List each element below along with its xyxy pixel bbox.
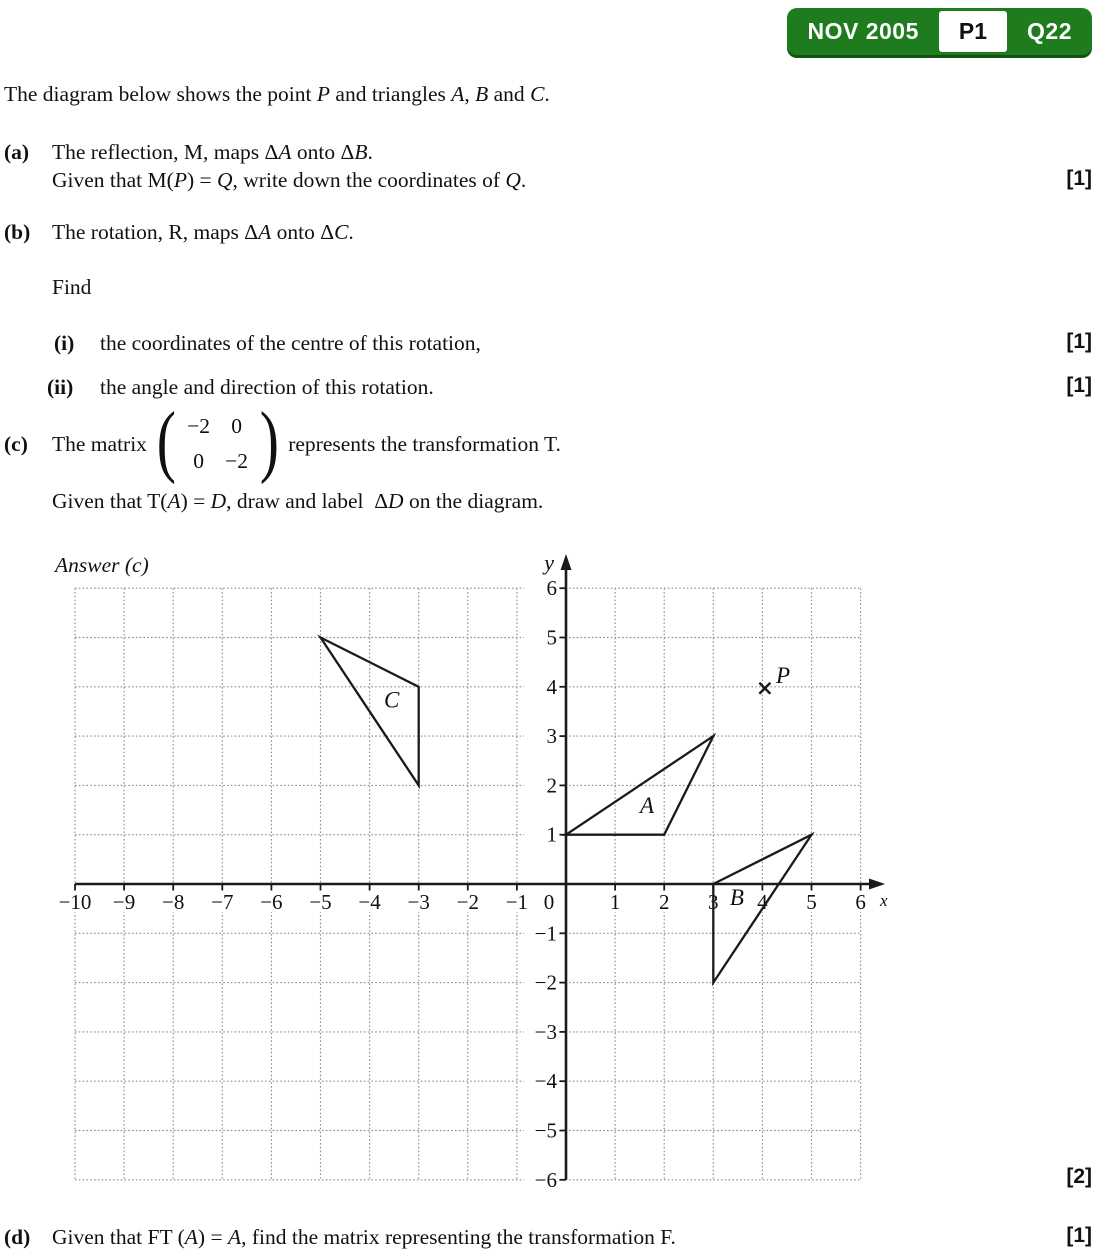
part-bii-mark: [1] bbox=[1066, 374, 1092, 397]
x-tick-label: 5 bbox=[806, 890, 817, 914]
x-tick-label: 2 bbox=[658, 890, 670, 914]
y-tick-label: −4 bbox=[534, 1069, 557, 1094]
transformation-matrix bbox=[153, 397, 282, 485]
exam-badge bbox=[787, 8, 1092, 55]
part-bi-label: (i) bbox=[54, 331, 75, 355]
y-tick-label: 1 bbox=[546, 822, 557, 847]
diagram-mark: [2] bbox=[1066, 1165, 1092, 1188]
triangle-A-label: A bbox=[639, 793, 655, 819]
x-tick-label: −4 bbox=[358, 890, 381, 914]
part-c-line2: Given that T(A) = D, draw and label ΔD on the diagram. bbox=[52, 489, 544, 513]
part-a-mark: [1] bbox=[1066, 167, 1092, 190]
y-tick-label: −5 bbox=[534, 1118, 557, 1143]
matrix-cell-11: −2 bbox=[225, 449, 249, 473]
y-axis-arrow bbox=[561, 554, 572, 570]
x-tick-label: 3 bbox=[708, 890, 719, 914]
y-tick-label: −6 bbox=[534, 1167, 557, 1192]
matrix-paren-right: ) bbox=[259, 397, 279, 485]
x-tick-label: −10 bbox=[58, 890, 92, 914]
x-tick-label: −2 bbox=[456, 890, 479, 914]
part-a-line1: The reflection, M, maps ΔA onto ΔB. bbox=[52, 140, 373, 164]
part-bi-mark: [1] bbox=[1066, 330, 1092, 353]
part-c-row bbox=[4, 397, 561, 485]
part-a-line2: Given that M(P) = Q, write down the coordinates of Q. bbox=[52, 168, 527, 192]
part-c-post-text: represents the transformation T. bbox=[288, 431, 561, 456]
x-tick-label: −6 bbox=[260, 890, 283, 914]
point-P-label: P bbox=[775, 662, 791, 688]
badge-question: Q22 bbox=[1027, 18, 1072, 44]
x-tick-label: 4 bbox=[757, 890, 768, 914]
find-text: Find bbox=[52, 275, 92, 299]
badge-session: NOV 2005 bbox=[807, 18, 919, 44]
part-bii-text: the angle and direction of this rotation. bbox=[100, 375, 434, 399]
part-bii-label: (ii) bbox=[47, 375, 74, 399]
matrix-cells bbox=[180, 409, 256, 479]
y-tick-label: 2 bbox=[546, 773, 557, 798]
y-axis-name: y bbox=[544, 550, 554, 575]
x-tick-label: −7 bbox=[211, 890, 234, 914]
matrix-cell-00: −2 bbox=[187, 414, 211, 438]
y-tick-label: 5 bbox=[546, 625, 557, 650]
part-d-mark: [1] bbox=[1066, 1224, 1092, 1247]
x-tick-label: −3 bbox=[407, 890, 430, 914]
part-d-text: Given that FT (A) = A, find the matrix representing the transformation F. bbox=[52, 1225, 676, 1249]
matrix-paren-left: ( bbox=[156, 397, 176, 485]
part-b-line1: The rotation, R, maps ΔA onto ΔC. bbox=[52, 220, 354, 244]
x-axis-arrow bbox=[869, 879, 885, 890]
matrix-cell-10: 0 bbox=[193, 449, 204, 473]
x-tick-label: −5 bbox=[309, 890, 332, 914]
x-tick-label: −1 bbox=[505, 890, 529, 914]
y-tick-label: 4 bbox=[546, 674, 557, 699]
badge-paper: P1 bbox=[939, 11, 1007, 52]
y-tick-label: 3 bbox=[546, 724, 557, 749]
coordinate-grid-diagram bbox=[40, 548, 900, 1198]
part-c-pre-text: The matrix bbox=[52, 431, 147, 456]
part-b-label: (b) bbox=[4, 220, 31, 244]
y-tick-label: −1 bbox=[534, 921, 557, 946]
y-tick-label: −2 bbox=[534, 970, 557, 995]
x-tick-label: −8 bbox=[162, 890, 185, 914]
y-tick-label: −3 bbox=[534, 1019, 557, 1044]
x-tick-label: 1 bbox=[609, 890, 621, 914]
x-tick-label: 6 bbox=[855, 890, 866, 914]
part-c-label: (c) bbox=[4, 431, 28, 456]
x-tick-label: −9 bbox=[112, 890, 136, 914]
part-d-label: (d) bbox=[4, 1225, 31, 1249]
part-bi-text: the coordinates of the centre of this rotation, bbox=[100, 331, 481, 355]
origin-label: 0 bbox=[543, 890, 555, 914]
y-tick-label: 6 bbox=[546, 576, 557, 601]
matrix-cell-01: 0 bbox=[231, 414, 242, 438]
answer-c-label: Answer (c) bbox=[55, 553, 149, 577]
triangle-B-label: B bbox=[729, 884, 744, 910]
triangle-C-label: C bbox=[384, 687, 400, 713]
part-a-label: (a) bbox=[4, 140, 30, 164]
x-axis-name: x bbox=[880, 891, 888, 910]
intro-text: The diagram below shows the point P and triangles A, B and C. bbox=[4, 82, 550, 106]
